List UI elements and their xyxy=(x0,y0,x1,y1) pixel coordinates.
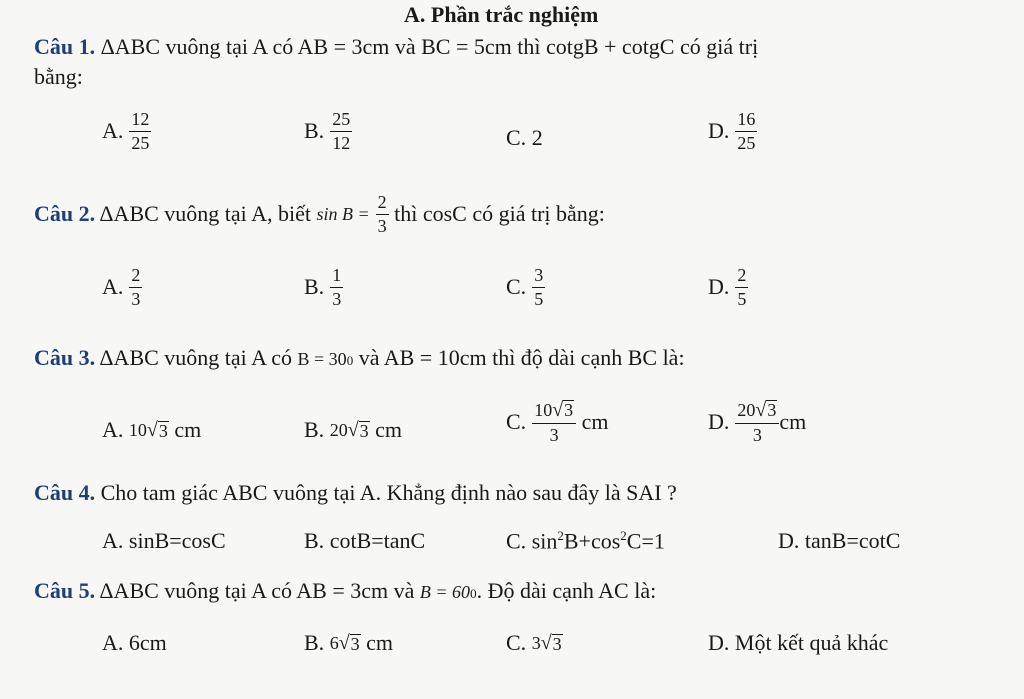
question-4-label: Câu 4. xyxy=(34,480,96,505)
q5-option-b[interactable]: B. 6 √ 3 cm xyxy=(304,630,394,655)
question-5-label: Câu 5. xyxy=(34,578,96,603)
section-title: A. Phần trắc nghiệm xyxy=(404,2,599,27)
q5-option-d[interactable]: D. Một kết quả khác xyxy=(708,630,889,655)
q3-option-c[interactable]: C. $\frac{10√3}{3}$ cm xyxy=(506,399,609,445)
q3-option-d[interactable]: D. $\frac{20√3}{3}$ cm xyxy=(708,399,807,445)
q1-option-a[interactable]: A. $\frac{12}{25}$ xyxy=(102,109,150,153)
q4-option-b[interactable]: B. cotB=tanC xyxy=(304,528,426,553)
q4-option-a[interactable]: A. sinB=cosC xyxy=(102,528,226,553)
fraction: $\frac{20√3}{3}$ xyxy=(735,400,779,445)
question-1-text: ΔABC vuông tại A có AB = 3cm và BC = 5cm thì cotgB + cotgC có giá trị xyxy=(95,34,759,59)
q2-option-c[interactable]: C. $\frac{3}{5}$ xyxy=(506,265,544,309)
fraction: $\frac{2}{3}$ xyxy=(377,192,387,236)
question-3-label: Câu 3. xyxy=(34,345,96,370)
q4-option-c[interactable]: C. $\sin^2B+\cos^2C=1$ xyxy=(506,528,665,554)
q5-option-a[interactable]: A. 6cm xyxy=(102,630,167,655)
question-4: Câu 4. Cho tam giác ABC vuông tại A. Khẳng định nào sau đây là SAI ? xyxy=(34,480,677,505)
fraction: $\frac{2}{3}$ xyxy=(131,265,141,309)
question-2-label: Câu 2. xyxy=(34,201,96,227)
q4-option-d[interactable]: D. tanB=cotC xyxy=(778,528,901,553)
q1-option-b[interactable]: B. $\frac{25}{12}$ xyxy=(304,109,351,153)
fraction: $\frac{2}{5}$ xyxy=(737,265,747,309)
question-1-label: Câu 1. xyxy=(34,34,96,59)
q1-option-d[interactable]: D. $\frac{16}{25}$ xyxy=(708,109,756,153)
q1-option-c[interactable]: C. 2 xyxy=(506,125,543,150)
fraction: $\frac{25}{12}$ xyxy=(332,109,351,153)
fraction: $\frac{16}{25}$ xyxy=(737,109,756,153)
q2-option-a[interactable]: A. $\frac{2}{3}$ xyxy=(102,265,141,309)
question-3: Câu 3. ΔABC vuông tại A có B = 30 0 và AB = 10cm thì độ dài cạnh BC là: xyxy=(34,345,685,370)
q2-option-b[interactable]: B. $\frac{1}{3}$ xyxy=(304,265,342,309)
question-1 xyxy=(34,34,758,60)
question-5: Câu 5. ΔABC vuông tại A có AB = 3cm và B = 60 0 . Độ dài cạnh AC là: xyxy=(34,578,657,603)
q3-option-a[interactable]: A. 10 √ 3 cm xyxy=(102,417,202,442)
q2-option-d[interactable]: D. $\frac{2}{5}$ xyxy=(708,265,747,309)
question-2: Câu 2. ΔABC vuông tại A, biết sin B = $\frac{2}{3}$ thì cosC có giá trị bằng: xyxy=(34,192,605,236)
fraction: $\frac{10√3}{3}$ xyxy=(532,400,576,445)
fraction: $\frac{12}{25}$ xyxy=(131,109,150,153)
q5-option-c[interactable]: C. 3 √ 3 xyxy=(506,630,562,655)
question-1-text-cont: bằng: xyxy=(34,64,83,89)
fraction: $\frac{1}{3}$ xyxy=(332,265,342,309)
fraction: $\frac{3}{5}$ xyxy=(534,265,544,309)
q3-option-b[interactable]: B. 20 √ 3 cm xyxy=(304,417,403,442)
